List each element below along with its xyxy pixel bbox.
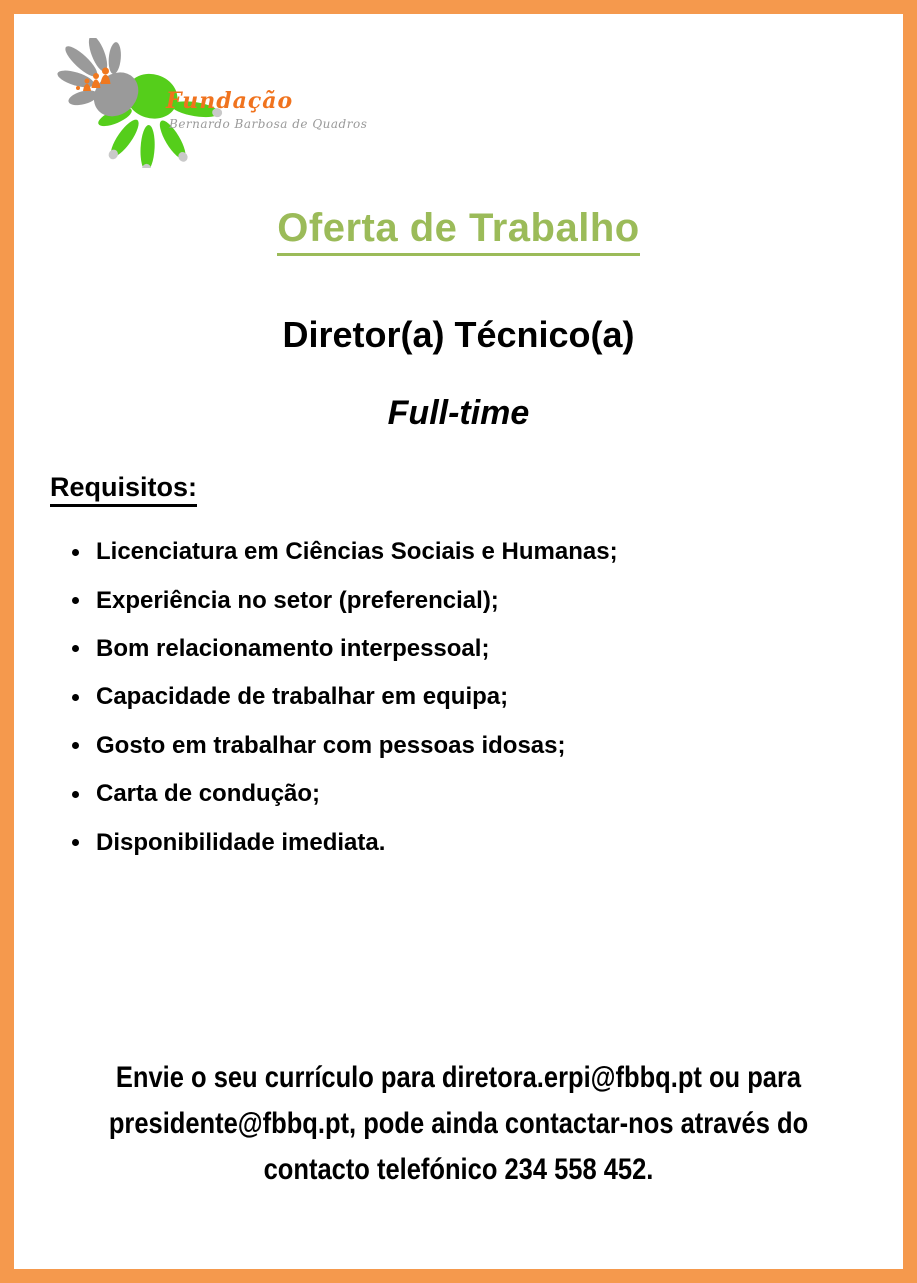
contact-line: Envie o seu currículo para diretora.erpi@fbbq.pt ou para: [115, 1061, 802, 1094]
page-title: Oferta de Trabalho: [277, 206, 639, 256]
requirements-heading-row: [50, 472, 197, 503]
bullet-icon: [72, 791, 79, 798]
requirements-list: [66, 528, 618, 867]
contact-info: [14, 1055, 903, 1193]
requirement-item: [66, 818, 618, 866]
bullet-icon: [72, 645, 79, 652]
bullet-icon: [72, 839, 79, 846]
poster-page: [14, 14, 903, 1269]
logo-org-name: Fundação: [166, 88, 294, 114]
requirement-text: Disponibilidade imediata.: [96, 828, 386, 856]
bullet-icon: [72, 597, 79, 604]
requirement-text: Carta de condução;: [96, 780, 321, 808]
logo-org-subtitle: Bernardo Barbosa de Quadros: [169, 117, 368, 131]
contact-line: contacto telefónico 234 558 452.: [263, 1153, 654, 1186]
requirement-text: Bom relacionamento interpessoal;: [96, 634, 490, 662]
bullet-icon: [72, 549, 79, 556]
job-position-title: Diretor(a) Técnico(a): [282, 314, 635, 355]
requirement-text: Gosto em trabalhar com pessoas idosas;: [96, 731, 566, 759]
requirement-item: [66, 673, 618, 721]
requirement-item: [66, 722, 618, 770]
bullet-icon: [72, 694, 79, 701]
requirement-text: Experiência no setor (preferencial);: [96, 586, 499, 614]
requirement-item: [66, 576, 618, 624]
job-schedule: Full-time: [387, 394, 530, 432]
title-row: [14, 206, 903, 251]
requirement-text: Licenciatura em Ciências Sociais e Humanas;: [96, 538, 618, 566]
contact-line: presidente@fbbq.pt, pode ainda contactar-nos através do: [108, 1107, 809, 1140]
requirement-item: [66, 528, 618, 576]
requirement-text: Capacidade de trabalhar em equipa;: [96, 683, 509, 711]
requirements-heading: Requisitos:: [50, 472, 197, 507]
requirement-item: [66, 625, 618, 673]
bullet-icon: [72, 742, 79, 749]
requirement-item: [66, 770, 618, 818]
